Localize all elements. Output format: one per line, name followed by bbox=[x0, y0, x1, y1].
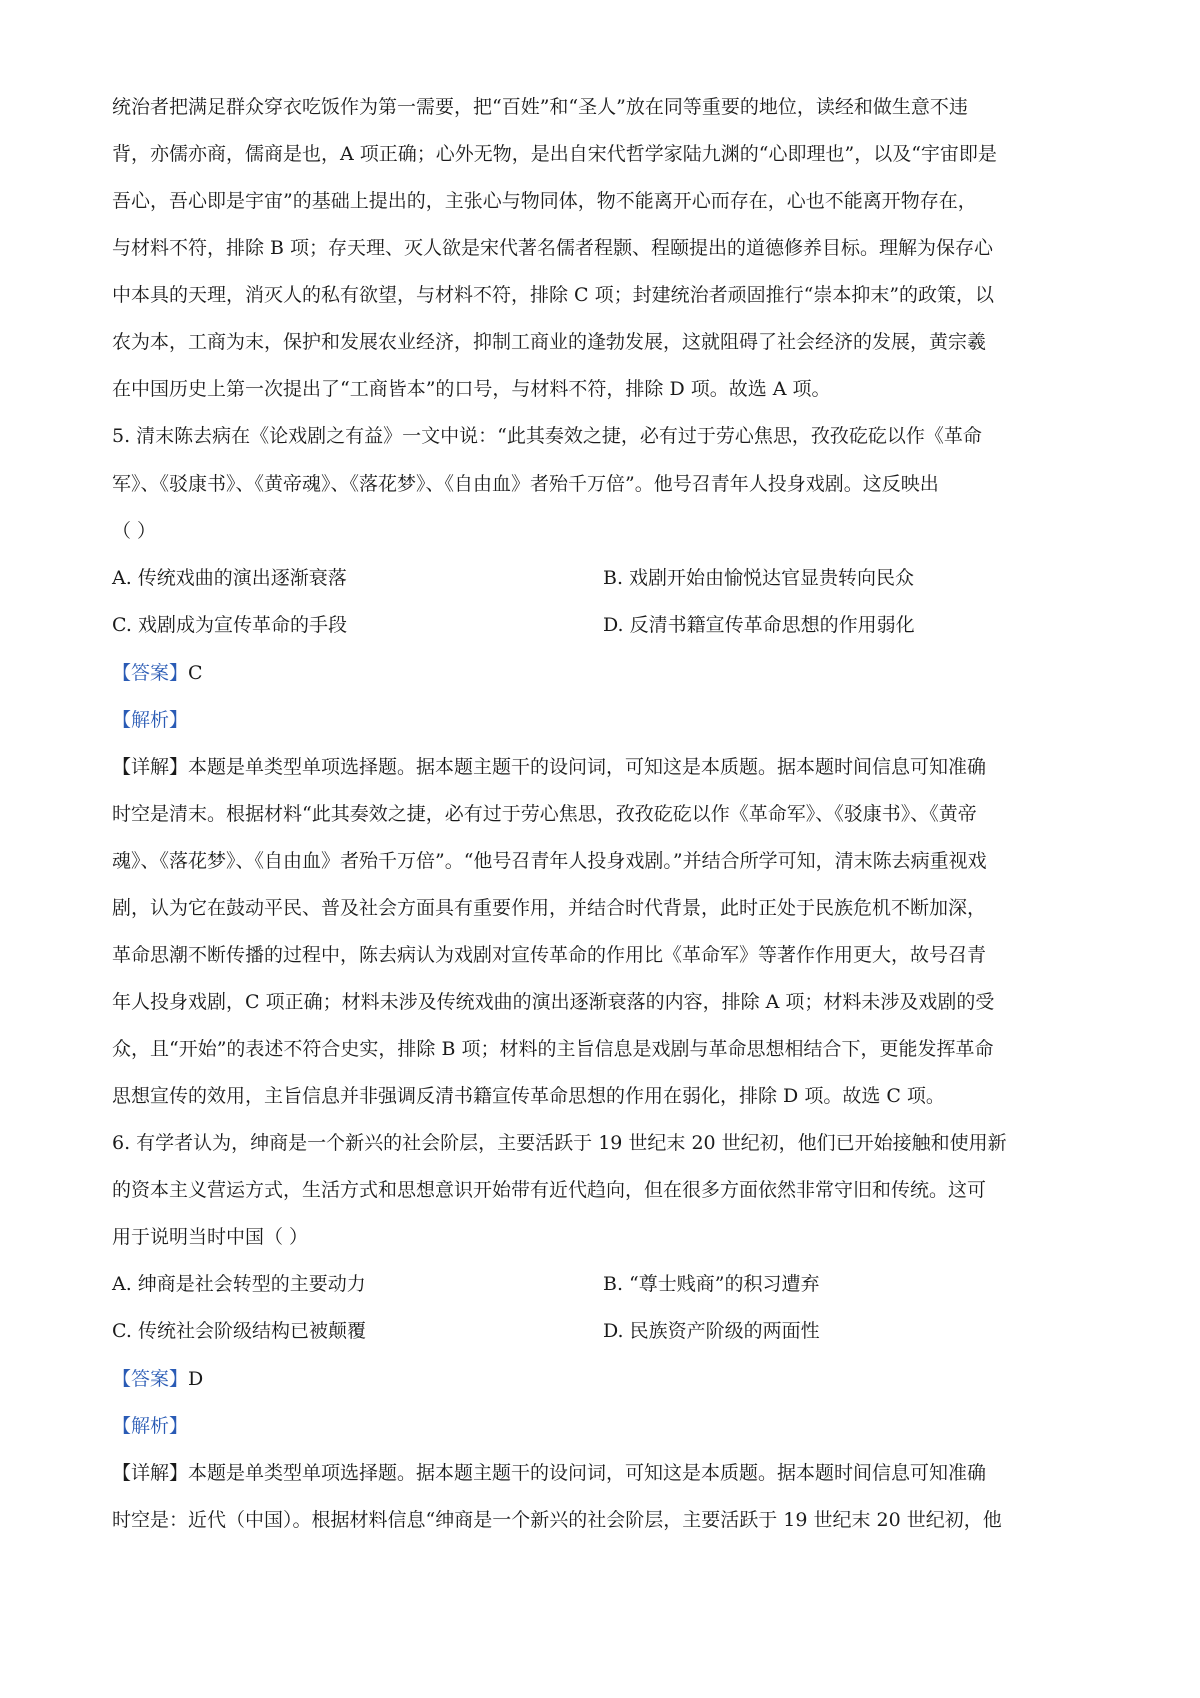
q5-detail-line: 魂》、《落花梦》、《自由血》者殆千万倍”。“他号召青年人投身戏剧。”并结合所学可知，清末陈去病重视戏 bbox=[112, 850, 987, 872]
q6-option-d: D. 民族资产阶级的两面性 bbox=[603, 1320, 820, 1342]
prev-explanation-line: 背，亦儒亦商，儒商是也，A 项正确；心外无物，是出自宋代哲学家陆九渊的“心即理也”，以及“宇宙即是 bbox=[112, 143, 997, 165]
q6-detail-line: 时空是：近代（中国）。根据材料信息“绅商是一个新兴的社会阶层，主要活跃于 19 世纪末 20 世纪初，他 bbox=[112, 1509, 1002, 1531]
q5-stem-line: 5. 清末陈去病在《论戏剧之有益》一文中说：“此其奏效之捷，必有过于劳心焦思，孜孜矻矻以作《革命 bbox=[112, 425, 982, 447]
q5-analysis-heading bbox=[112, 707, 188, 733]
q5-detail-line: 时空是清末。根据材料“此其奏效之捷，必有过于劳心焦思，孜孜矻矻以作《革命军》、《驳康书》、《黄帝 bbox=[112, 803, 977, 825]
analysis-label: 【解析】 bbox=[112, 709, 189, 731]
prev-explanation-line: 在中国历史上第一次提出了“工商皆本”的口号，与材料不符，排除 D 项。故选 A 项。 bbox=[112, 378, 831, 400]
q6-option-a: A. 绅商是社会转型的主要动力 bbox=[112, 1273, 366, 1295]
q5-detail-line: 众，且“开始”的表述不符合史实，排除 B 项；材料的主旨信息是戏剧与革命思想相结合下，更能发挥革命 bbox=[112, 1038, 994, 1060]
answer-label: 【答案】 bbox=[112, 662, 189, 684]
q5-option-c: C. 戏剧成为宣传革命的手段 bbox=[112, 614, 347, 636]
q6-analysis-heading bbox=[112, 1413, 188, 1439]
answer-label: 【答案】 bbox=[112, 1368, 189, 1390]
detail-text: 本题是单类型单项选择题。据本题主题干的设问词，可知这是本质题。据本题时间信息可知准确 bbox=[188, 1462, 987, 1484]
q5-detail-line bbox=[112, 754, 986, 780]
prev-explanation-line: 农为本，工商为末，保护和发展农业经济，抑制工商业的逢勃发展，这就阻碍了社会经济的发展，黄宗羲 bbox=[112, 331, 987, 353]
prev-explanation-line: 统治者把满足群众穿衣吃饭作为第一需要，把“百姓”和“圣人”放在同等重要的地位，读经和做生意不违 bbox=[112, 96, 968, 118]
q5-option-d: D. 反清书籍宣传革命思想的作用弱化 bbox=[603, 614, 915, 636]
q6-option-b: B. “尊士贱商”的积习遭弃 bbox=[603, 1273, 820, 1295]
q6-answer bbox=[112, 1366, 203, 1392]
q6-stem-line: 的资本主义营运方式，生活方式和思想意识开始带有近代趋向，但在很多方面依然非常守旧和传统。这可 bbox=[112, 1179, 987, 1201]
q5-detail-line: 剧，认为它在鼓动平民、普及社会方面具有重要作用，并结合时代背景，此时正处于民族危机不断加深， bbox=[112, 897, 987, 919]
q6-option-c: C. 传统社会阶级结构已被颠覆 bbox=[112, 1320, 366, 1342]
q5-option-b: B. 戏剧开始由愉悦达官显贵转向民众 bbox=[603, 567, 915, 589]
q6-stem-line: 6. 有学者认为，绅商是一个新兴的社会阶层，主要活跃于 19 世纪末 20 世纪初，他们已开始接触和使用新 bbox=[112, 1132, 1007, 1154]
q5-option-a: A. 传统戏曲的演出逐渐衰落 bbox=[112, 567, 347, 589]
q6-stem-line: 用于说明当时中国（ ） bbox=[112, 1226, 309, 1248]
analysis-label: 【解析】 bbox=[112, 1415, 189, 1437]
prev-explanation-line: 中本具的天理，消灭人的私有欲望，与材料不符，排除 C 项；封建统治者顽固推行“崇本抑末”的政策，以 bbox=[112, 284, 995, 306]
q6-detail-line bbox=[112, 1460, 986, 1486]
detail-label: 【详解】 bbox=[112, 1462, 189, 1484]
prev-explanation-line: 与材料不符，排除 B 项；存天理、灭人欲是宋代著名儒者程颢、程颐提出的道德修养目标。理解为保存心 bbox=[112, 237, 994, 259]
detail-text: 本题是单类型单项选择题。据本题主题干的设问词，可知这是本质题。据本题时间信息可知准确 bbox=[188, 756, 987, 778]
q5-answer bbox=[112, 660, 203, 686]
answer-value: D bbox=[188, 1368, 204, 1390]
q5-detail-line: 思想宣传的效用，主旨信息并非强调反清书籍宣传革命思想的作用在弱化，排除 D 项。故选 C 项。 bbox=[112, 1085, 945, 1107]
q5-detail-line: 年人投身戏剧，C 项正确；材料未涉及传统戏曲的演出逐渐衰落的内容，排除 A 项；材料未涉及戏剧的受 bbox=[112, 991, 995, 1013]
q5-detail-line: 革命思潮不断传播的过程中，陈去病认为戏剧对宣传革命的作用比《革命军》等著作作用更大，故号召青 bbox=[112, 944, 987, 966]
q5-stem-line: （ ） bbox=[112, 520, 157, 542]
detail-label: 【详解】 bbox=[112, 756, 189, 778]
prev-explanation-line: 吾心，吾心即是宇宙”的基础上提出的，主张心与物同体，物不能离开心而存在，心也不能离开物存在， bbox=[112, 190, 977, 212]
answer-value: C bbox=[188, 662, 203, 684]
q5-stem-line: 军》、《驳康书》、《黄帝魂》、《落花梦》、《自由血》者殆千万倍”。他号召青年人投身戏剧。这反映出 bbox=[112, 473, 939, 495]
